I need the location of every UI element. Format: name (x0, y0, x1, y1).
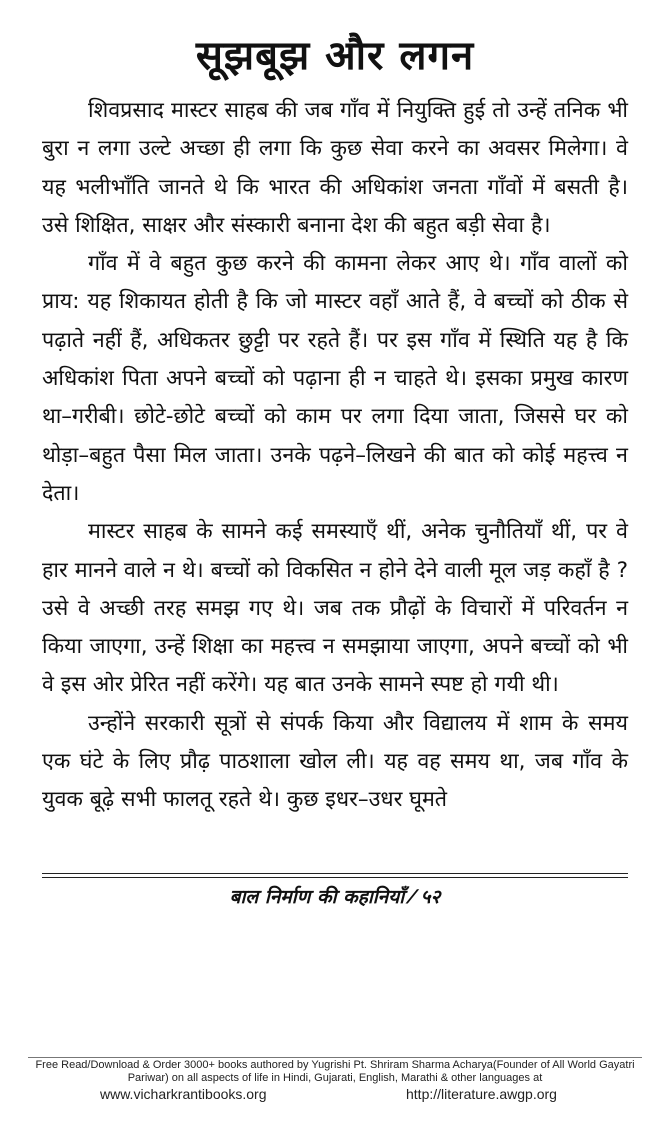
notice-divider (28, 1057, 642, 1058)
story-body (42, 92, 628, 820)
footer-divider (42, 873, 628, 874)
paragraph-2: गाँव में वे बहुत कुछ करने की कामना लेकर आए थे। गाँव वालों को प्राय: यह शिकायत होती है कि जो मास्टर वहाँ आते हैं, वे बच्चों को ठीक से पढ़ाते नहीं हैं, अधिकतर छुट्टी पर रहते हैं। पर इस गाँव में स्थिति यह है कि अधिकांश पिता अपने बच्चों को पढ़ाना ही न चाहते थे। इसका प्रमुख कारण था–गरीबी। छोटे-छोटे बच्चों को काम पर लगा दिया जाता, जिससे घर को थोड़ा–बहुत पैसा मिल जाता। उनके पढ़ने–लिखने की बात को कोई महत्त्व न देता। (42, 251, 628, 506)
paragraph-4: उन्होंने सरकारी सूत्रों से संपर्क किया और विद्यालय में शाम के समय एक घंटे के लिए प्रौढ़ पाठशाला खोल ली। यह वह समय था, जब गाँव के युवक बूढ़े सभी फालतू रहते थे। कुछ इधर–उधर घूमते (42, 710, 628, 813)
link-literature-awgp[interactable]: http://literature.awgp.org (406, 1086, 557, 1102)
page-footer: बाल निर्माण की कहानियाँ ⁄ ५२ (229, 886, 441, 908)
publisher-notice: Free Read/Download & Order 3000+ books authored by Yugrishi Pt. Shriram Sharma Acharya(Founder of All World Gayatri Pariwar) on all aspects of life in Hindi, Gujarati, English, Marathi & other languages at (35, 1059, 635, 1084)
publisher-links (0, 1085, 670, 1105)
link-vicharkrantibooks[interactable]: www.vicharkrantibooks.org (100, 1086, 267, 1102)
paragraph-3: मास्टर साहब के सामने कई समस्याएँ थीं, अनेक चुनौतियाँ थीं, पर वे हार मानने वाले न थे। बच्चों को विकसित न होने देने वाली मूल जड़ कहाँ है ? उसे वे अच्छी तरह समझ गए थे। जब तक प्रौढ़ों के विचारों में परिवर्तन न किया जाएगा, उन्हें शिक्षा का महत्त्व न समझाया जाएगा, अपने बच्चों को भी वे इस ओर प्रेरित नहीं करेंगे। यह बात उनके सामने स्पष्ट हो गयी थी। (42, 519, 628, 698)
story-title: सूझबूझ और लगन (195, 33, 475, 79)
footer-divider-thin (42, 877, 628, 878)
paragraph-1: शिवप्रसाद मास्टर साहब की जब गाँव में नियुक्ति हुई तो उन्हें तनिक भी बुरा न लगा उल्टे अच्छा ही लगा कि कुछ सेवा करने का अवसर मिलेगा। वे यह भलीभाँति जानते थे कि भारत की अधिकांश जनता गाँवों में बसती है। उसे शिक्षित, साक्षर और संस्कारी बनाना देश की बहुत बड़ी सेवा है। (42, 98, 628, 238)
